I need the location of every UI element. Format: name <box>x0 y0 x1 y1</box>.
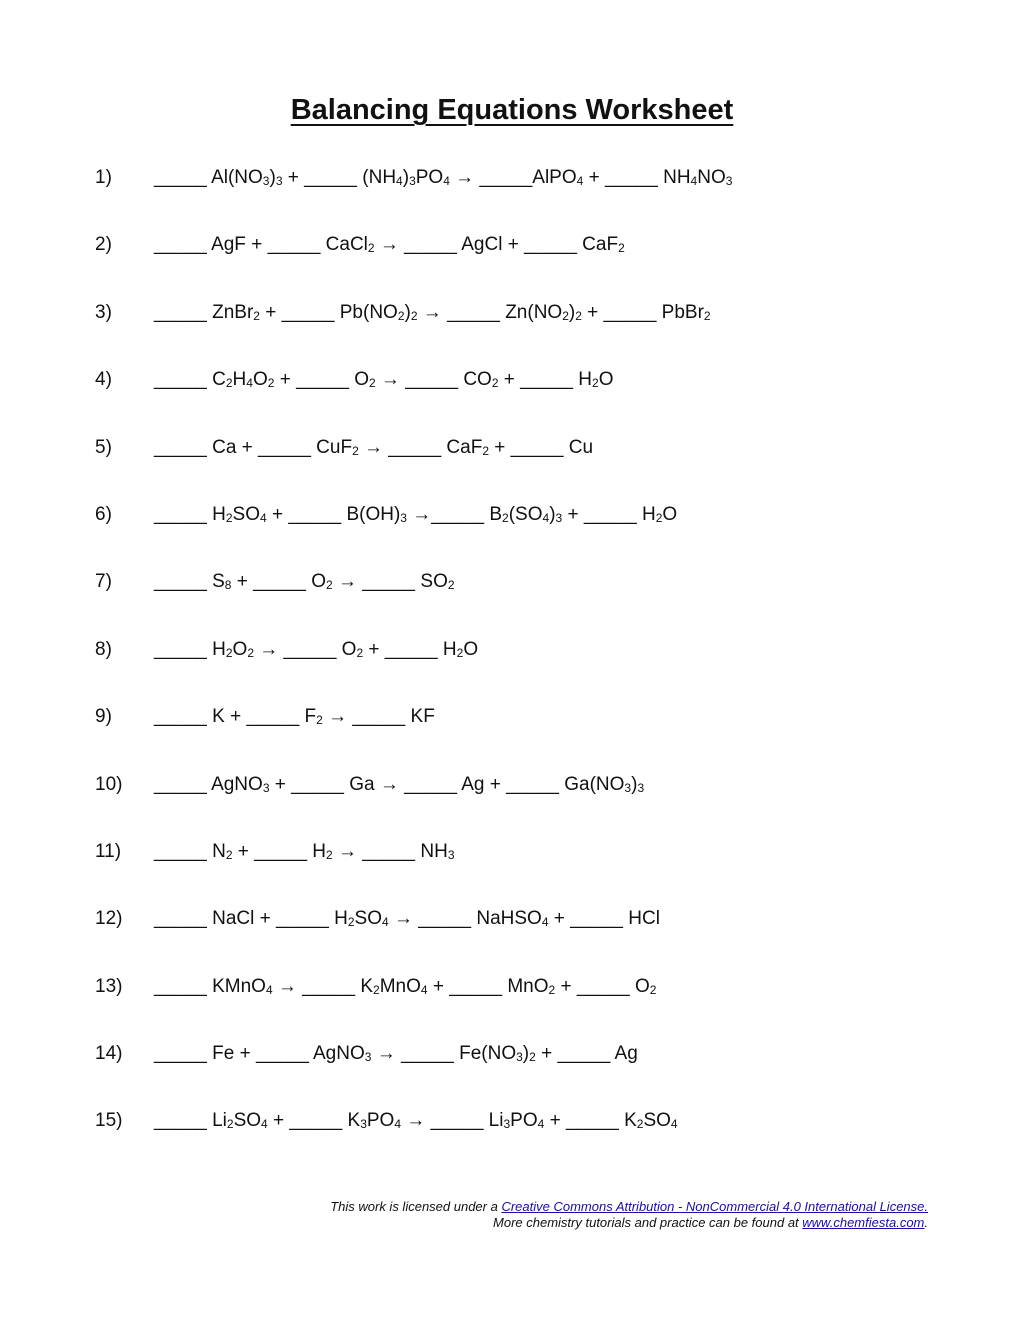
license-link[interactable]: Creative Commons Attribution - NonCommercial 4.0 International License. <box>501 1199 928 1214</box>
equation-item <box>95 500 975 567</box>
equation-number: 8) <box>95 638 112 660</box>
equation-text: _____ $Al(NO_3)_3$ + _____ $(NH_4)_3PO_4$ → _____AlPO$_4$ + _____ $NH_4NO_3$ <box>154 167 733 188</box>
equation-item <box>95 298 975 365</box>
equation-number: 6) <box>95 503 112 525</box>
equation-text: _____ ZnBr$_2$ + _____ $Pb(NO_2)_2$ → _____ $Zn(NO_2)_2$ + _____ PbBr$_2$ <box>154 301 711 323</box>
equation-number: 9) <box>95 706 112 728</box>
equation-text: _____ $N_2$ + _____ $H_2$ → _____ $NH_3$ <box>154 840 455 862</box>
equation-item <box>95 230 975 297</box>
equation-item <box>95 1039 975 1106</box>
equation-item <box>95 365 975 432</box>
more-suffix: . <box>924 1215 928 1230</box>
page-title: Balancing Equations Worksheet <box>290 94 734 126</box>
equation-item <box>95 702 975 769</box>
equation-list <box>95 163 975 1174</box>
license-prefix: This work is licensed under a <box>330 1199 502 1214</box>
equation-text: _____ NaCl + _____ $H_2SO_4$ → _____ NaHSO$_4$ + _____ HCl <box>154 908 660 930</box>
equation-number: 14) <box>95 1043 123 1065</box>
equation-text: _____ $H_2SO_4$ + _____ $B(OH)_3$ →_____ $B_2(SO_4)_3$ + _____ $H_2O$ <box>154 503 678 525</box>
equation-item <box>95 972 975 1039</box>
equation-text: _____ Fe + _____ AgNO$_3$ → _____ $Fe(NO_3)_2$ + _____ Ag <box>154 1043 638 1065</box>
equation-item <box>95 837 975 904</box>
equation-number: 10) <box>95 773 123 795</box>
equation-number: 7) <box>95 571 112 593</box>
equation-text: _____ $H_2O_2$ → _____ $O_2$ + _____ $H_2O$ <box>154 638 479 660</box>
equation-text: _____ $S_8$ + _____ $O_2$ → _____ $SO_2$ <box>154 571 455 593</box>
equation-number: 15) <box>95 1110 123 1132</box>
equation-item <box>95 567 975 634</box>
equation-number: 3) <box>95 301 112 323</box>
equation-item <box>95 904 975 971</box>
equation-text: _____ K + _____ $F_2$ → _____ KF <box>154 706 435 728</box>
equation-text: _____ AgNO$_3$ + _____ Ga → _____ Ag + _____ $Ga(NO_3)_3$ <box>154 773 645 795</box>
license-line <box>330 1199 928 1215</box>
equation-text: _____ KMnO$_4$ → _____ $K_2MnO_4$ + _____ MnO$_2$ + _____ $O_2$ <box>154 975 657 997</box>
equation-item <box>95 1106 975 1173</box>
equation-text: _____ Ca + _____ CuF$_2$ → _____ CaF$_2$ + _____ Cu <box>154 436 594 458</box>
more-line <box>330 1215 928 1231</box>
equation-item <box>95 163 975 230</box>
equation-item <box>95 635 975 702</box>
site-link[interactable]: www.chemfiesta.com <box>802 1215 925 1230</box>
equation-number: 2) <box>95 234 112 256</box>
equation-number: 12) <box>95 908 123 930</box>
equation-number: 1) <box>95 167 112 188</box>
equation-item <box>95 770 975 837</box>
equation-number: 5) <box>95 436 112 458</box>
footer <box>330 1199 928 1231</box>
equation-number: 11) <box>95 840 122 862</box>
equation-item <box>95 433 975 500</box>
equation-number: 13) <box>95 975 123 997</box>
equation-text: _____ $C_2H_4O_2$ + _____ $O_2$ → _____ $CO_2$ + _____ $H_2O$ <box>154 369 614 391</box>
equation-text: _____ AgF + _____ CaCl$_2$ → _____ AgCl + _____ CaF$_2$ <box>154 234 625 256</box>
equation-text: _____ $Li_2SO_4$ + _____ $K_3PO_4$ → _____ $Li_3PO_4$ + _____ $K_2SO_4$ <box>154 1110 678 1132</box>
equation-number: 4) <box>95 369 112 391</box>
more-prefix: More chemistry tutorials and practice can be found at <box>493 1215 803 1230</box>
